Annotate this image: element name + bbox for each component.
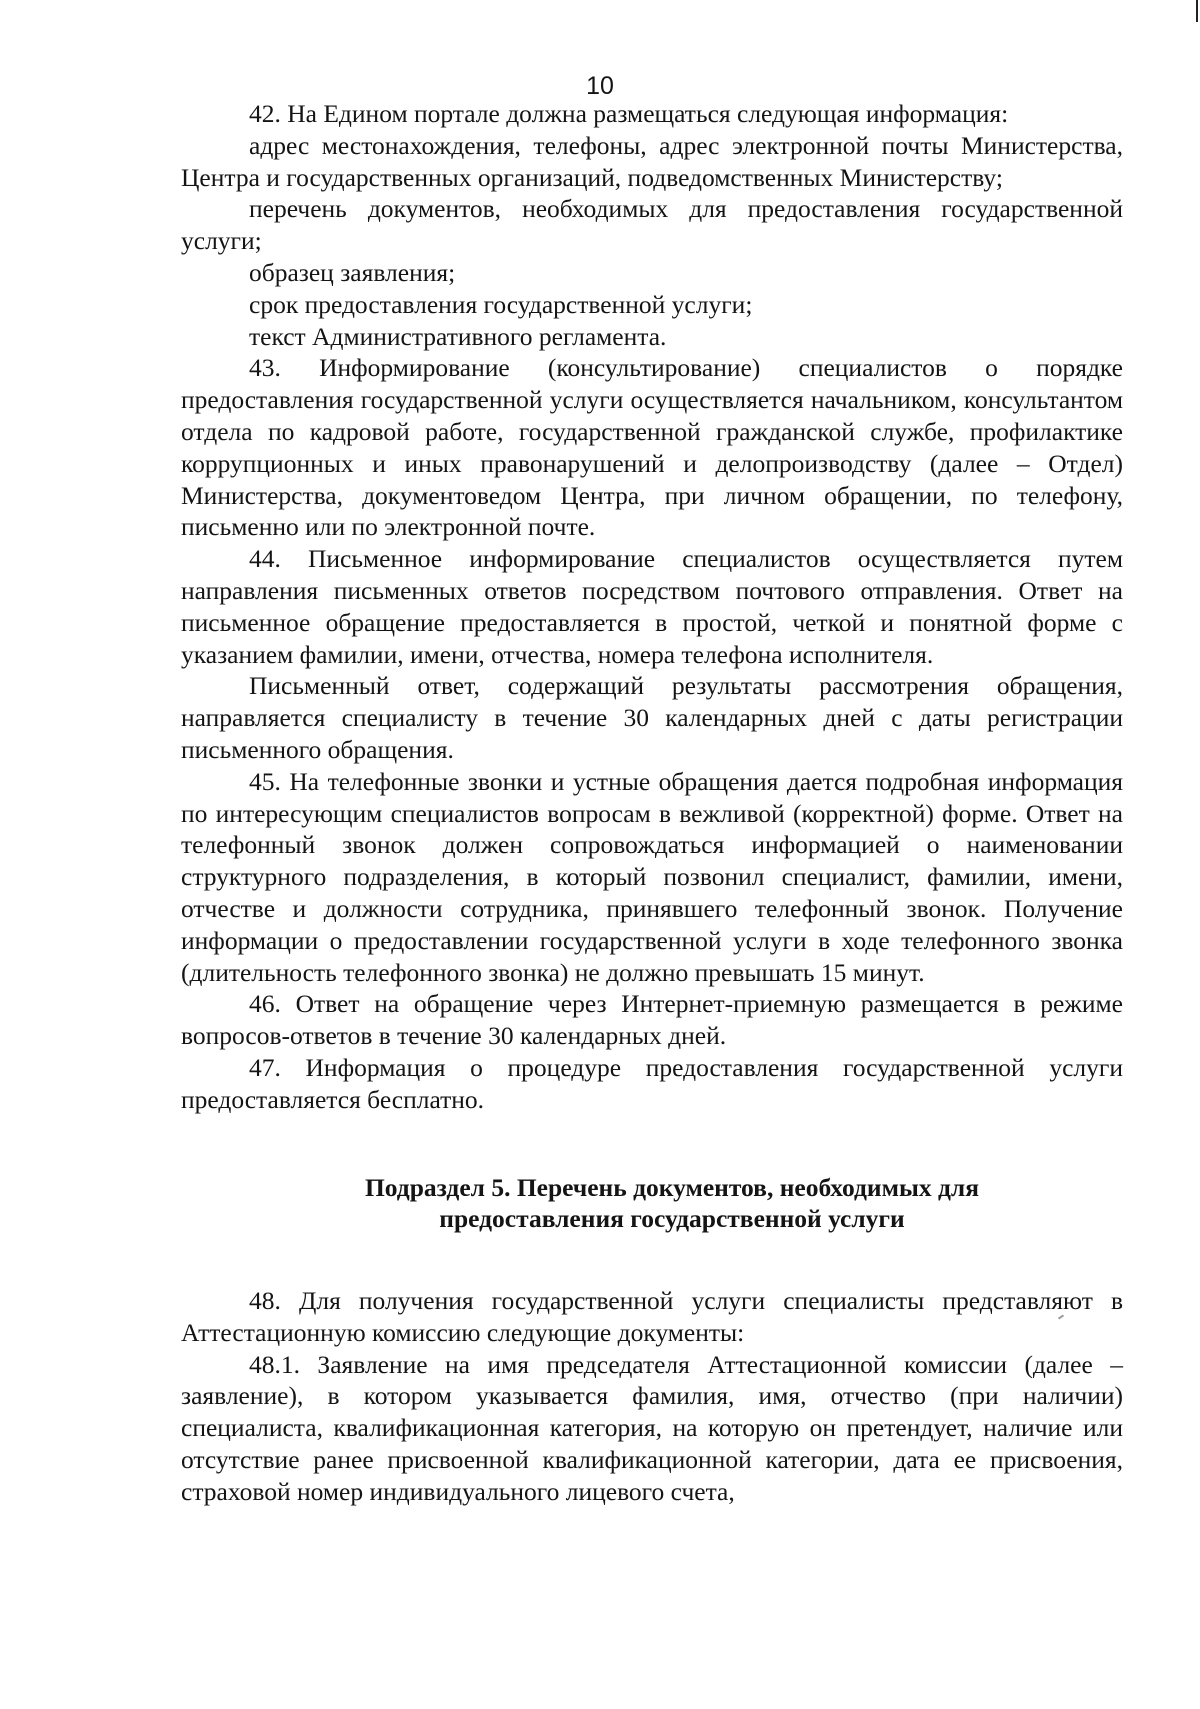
section-heading-line-2: предоставления государственной услуги xyxy=(439,1204,905,1234)
list-item-term: срок предоставления государственной услуги; xyxy=(249,289,753,319)
paragraph-43: 43. Информирование (консультирование) специалистов о порядке предоставления государственной услуги осуществляется начальником, консультантом отдела по кадровой работе, государственной гражданской службе, профилактике коррупционных и иных правонарушений и делопроизводству (далее – Отдел) Министерства, документоведом Центра, при личном обращении, по телефону, письменно или по электронной почте. xyxy=(181,353,1123,542)
paragraph-47: 47. Информация о процедуре предоставления государственной услуги предоставляется бесплатно. xyxy=(181,1052,1123,1114)
paragraph-44-answer: Письменный ответ, содержащий результаты рассмотрения обращения, направляется специалисту в течение 30 календарных дней с даты регистрации письменного обращения. xyxy=(181,671,1123,764)
list-item-regulation: текст Административного регламента. xyxy=(249,321,667,351)
list-item-address: адрес местонахождения, телефоны, адрес электронной почты Министерства, Центра и государственных организаций, подведомственных Министерству; xyxy=(181,130,1123,192)
section-heading xyxy=(181,1172,1123,1236)
paragraph-42: 42. На Едином портале должна размещаться следующая информация: xyxy=(249,99,1009,128)
paragraph-44: 44. Письменное информирование специалистов осуществляется путем направления письменных ответов посредством почтового отправления. Ответ на письменное обращение предоставляется в простой, четкой и понятной форме с указанием фамилии, имени, отчества, номера телефона исполнителя. xyxy=(181,544,1123,669)
paragraph-48: 48. Для получения государственной услуги специалисты представляют в Аттестационную комиссию следующие документы: xyxy=(181,1286,1123,1347)
paragraph-45: 45. На телефонные звонки и устные обращения дается подробная информация по интересующим специалистов вопросам в вежливой (корректной) форме. Ответ на телефонный звонок должен сопровождаться информацией о наименовании структурного подразделения, в который позвонил специалист, фамилии, имени, отчестве и должности сотрудника, принявшего телефонный звонок. Получение информации о предоставлении государственной услуги в ходе телефонного звонка (длительность телефонного звонка) не должно превышать 15 минут. xyxy=(181,766,1123,987)
scan-edge-mark xyxy=(1196,0,1198,22)
section-heading-line-1: Подраздел 5. Перечень документов, необходимых для xyxy=(364,1172,980,1202)
list-item-sample: образец заявления; xyxy=(249,257,456,287)
paragraph-48-1: 48.1. Заявление на имя председателя Аттестационной комиссии (далее – заявление), в котором указывается фамилия, имя, отчество (при наличии) специалиста, квалификационная категория, на которую он претендует, наличие или отсутствие ранее присвоенной квалификационной категории, дата ее присвоения, страховой номер индивидуального лицевого счета, xyxy=(181,1349,1123,1506)
page-number: 10 xyxy=(586,72,614,100)
list-item-documents: перечень документов, необходимых для предоставления государственной услуги; xyxy=(181,194,1123,256)
paragraph-46: 46. Ответ на обращение через Интернет-приемную размещается в режиме вопросов-ответов в течение 30 календарных дней. xyxy=(181,989,1123,1051)
document-body xyxy=(181,98,1123,1508)
